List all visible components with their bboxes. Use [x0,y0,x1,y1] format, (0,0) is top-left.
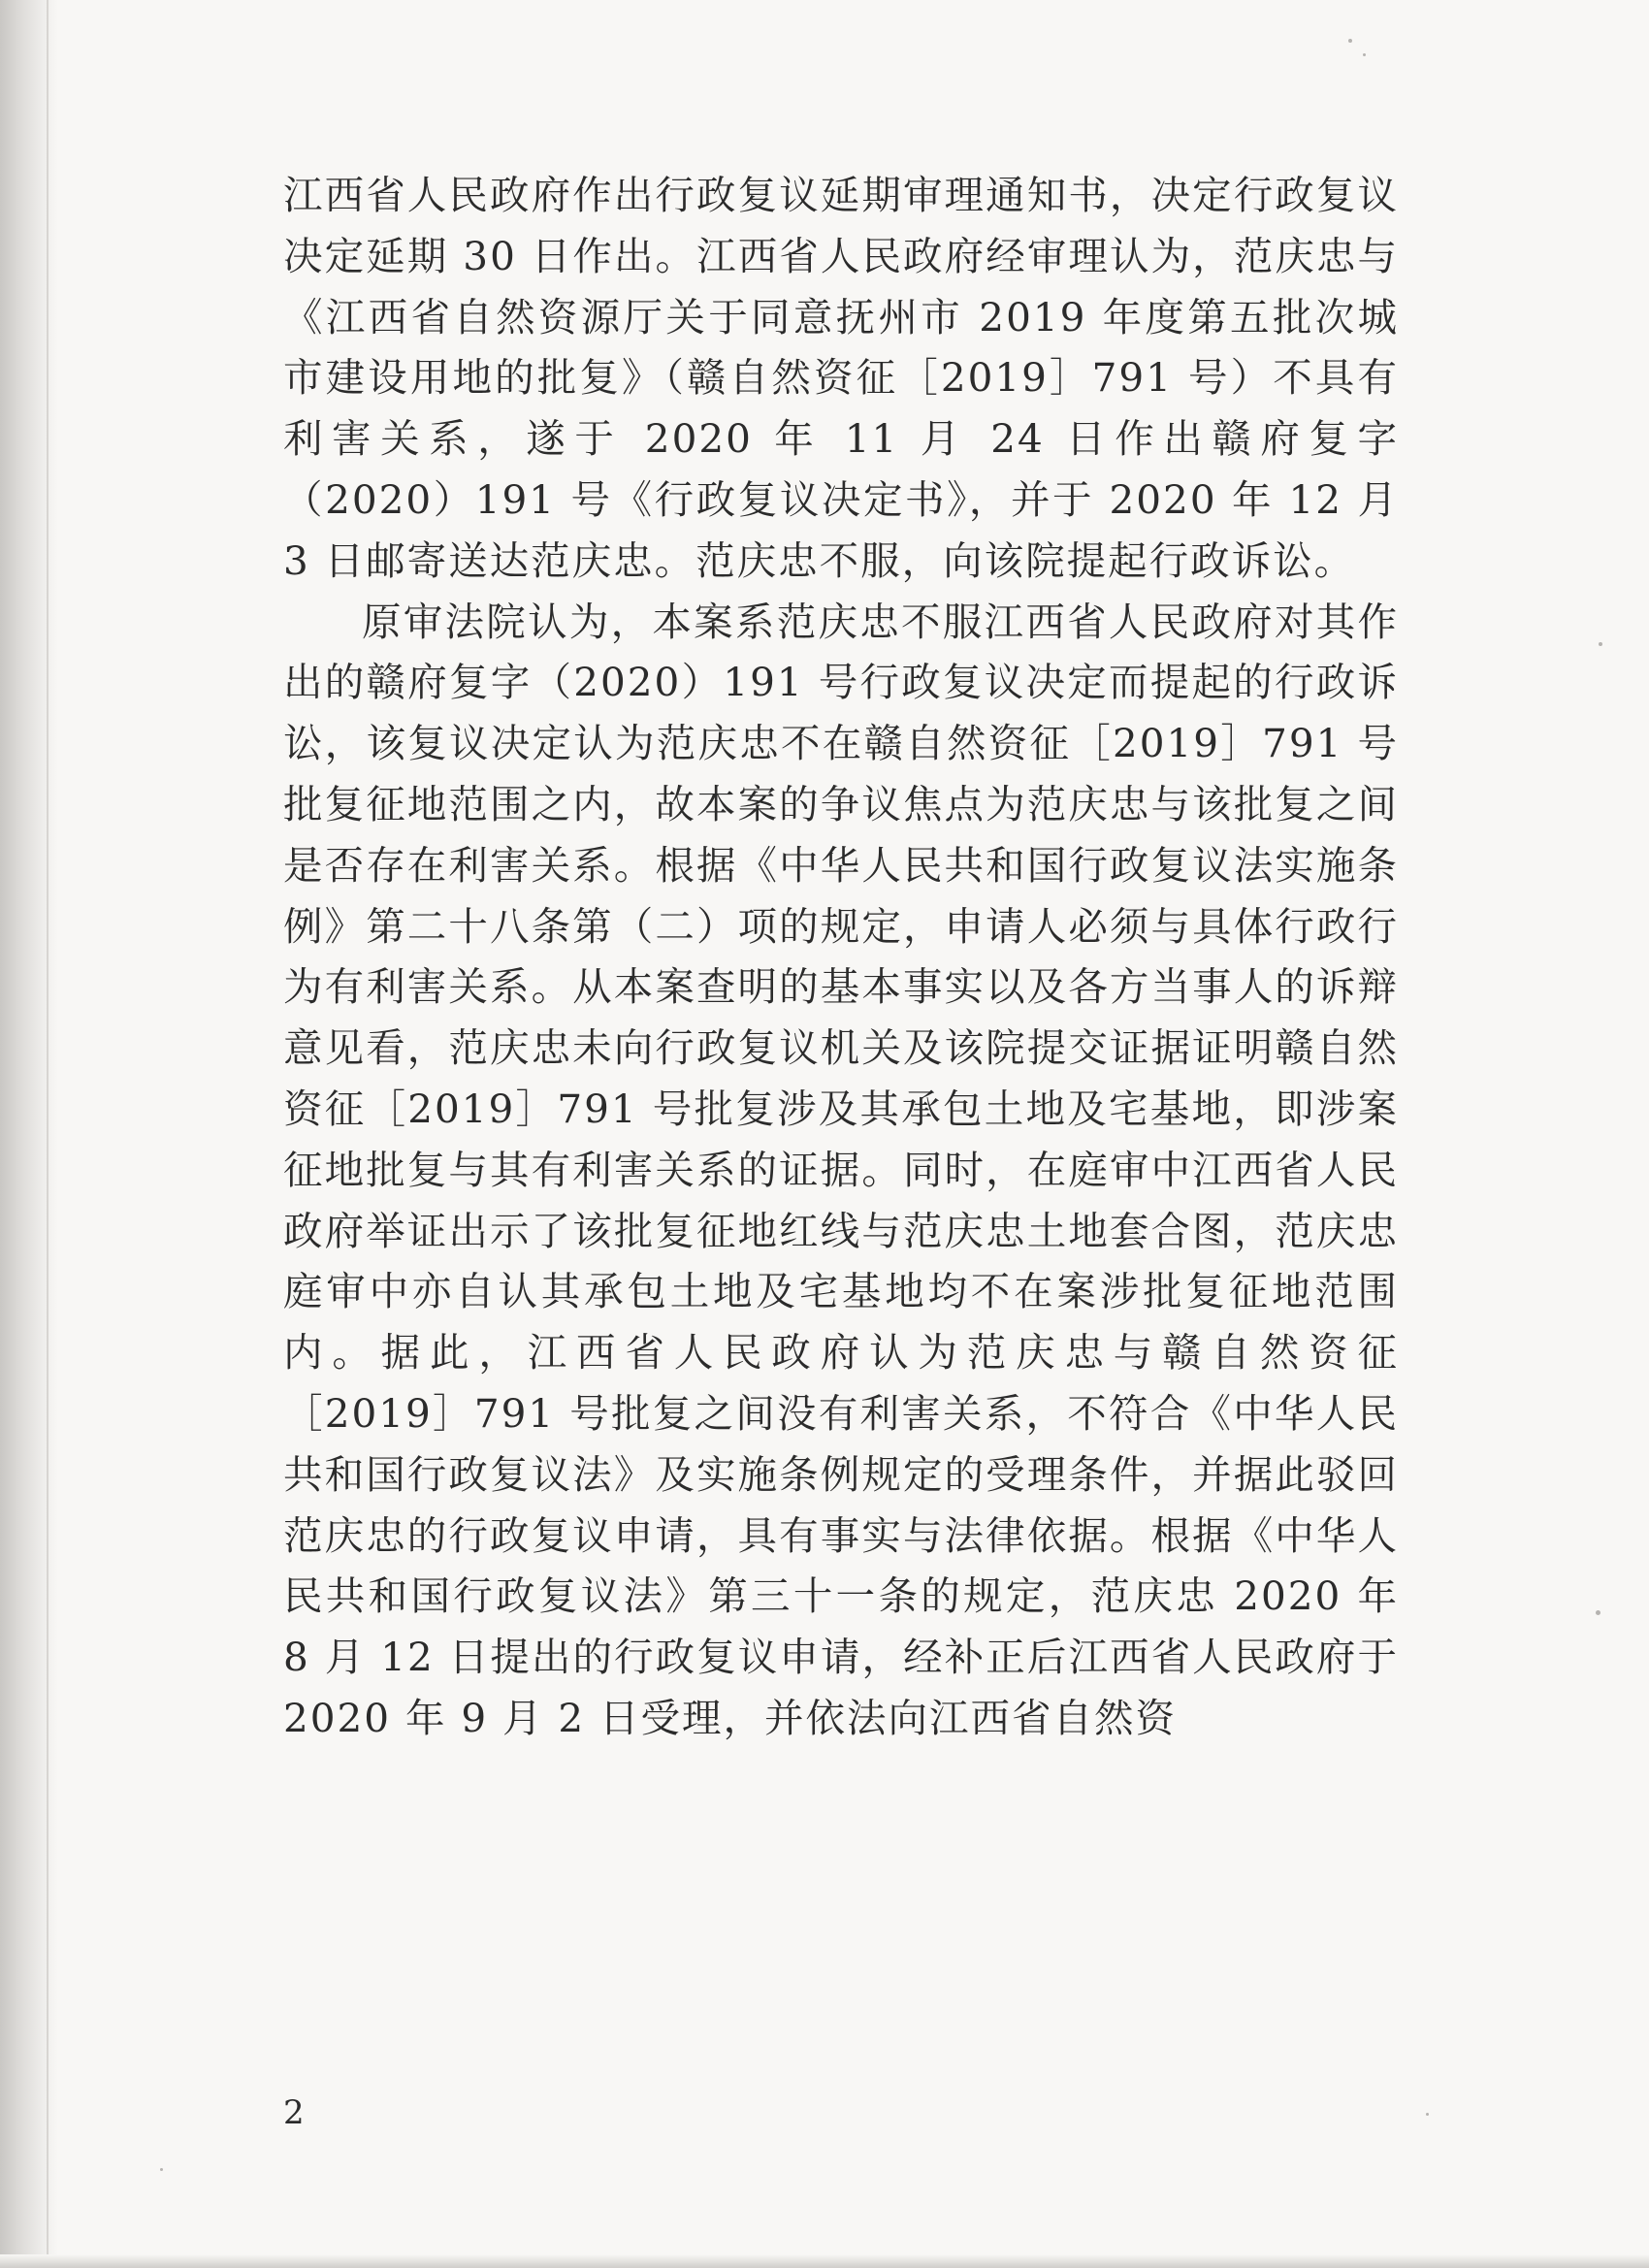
scan-speck [1426,2113,1429,2116]
scan-speck [160,2168,163,2171]
page-number: 2 [283,2093,305,2132]
paragraph-court-opinion: 原审法院认为，本案系范庆忠不服江西省人民政府对其作出的赣府复字（2020）191 号行政复议决定而提起的行政诉讼，该复议决定认为范庆忠不在赣自然资征［2019］791 号批复征地范围之内，故本案的争议焦点为范庆忠与该批复之间是否存在利害关系。根据《中华人民共和国行政复议法实施条例》第二十八条第（二）项的规定，申请人必须与具体行政行为有利害关系。从本案查明的基本事实以及各方当事人的诉辩意见看，范庆忠未向行政复议机关及该院提交证据证明赣自然资征［2019］791 号批复涉及其承包土地及宅基地，即涉案征地批复与其有利害关系的证据。同时，在庭审中江西省人民政府举证出示了该批复征地红线与范庆忠土地套合图，范庆忠庭审中亦自认其承包土地及宅基地均不在案涉批复征地范围内。据此，江西省人民政府认为范庆忠与赣自然资征［2019］791 号批复之间没有利害关系，不符合《中华人民共和国行政复议法》及实施条例规定的受理条件，并据此驳回范庆忠的行政复议申请，具有事实与法律依据。根据《中华人民共和国行政复议法》第三十一条的规定，范庆忠 2020 年 8 月 12 日提出的行政复议申请，经补正后江西省人民政府于 2020 年 9 月 2 日受理，并依法向江西省自然资 [283,598,1399,1741]
binding-edge [47,0,48,2268]
scan-speck [1596,1610,1600,1615]
scan-speck [1348,39,1352,43]
scan-speck [1599,642,1602,646]
bottom-shadow [0,2254,1649,2268]
paragraph-continued: 江西省人民政府作出行政复议延期审理通知书，决定行政复议决定延期 30 日作出。江西省人民政府经审理认为，范庆忠与《江西省自然资源厅关于同意抚州市 2019 年度第五批次城市建设用地的批复》（赣自然资征［2019］791 号）不具有利害关系，遂于 2020 年 11 月 24 日作出赣府复字（2020）191 号《行政复议决定书》，并于 2020 年 12 月 3 日邮寄送达范庆忠。范庆忠不服，向该院提起行政诉讼。 [283,172,1399,584]
binding-shadow [0,0,58,2268]
scan-speck [1363,53,1366,56]
document-body [283,165,1399,1749]
